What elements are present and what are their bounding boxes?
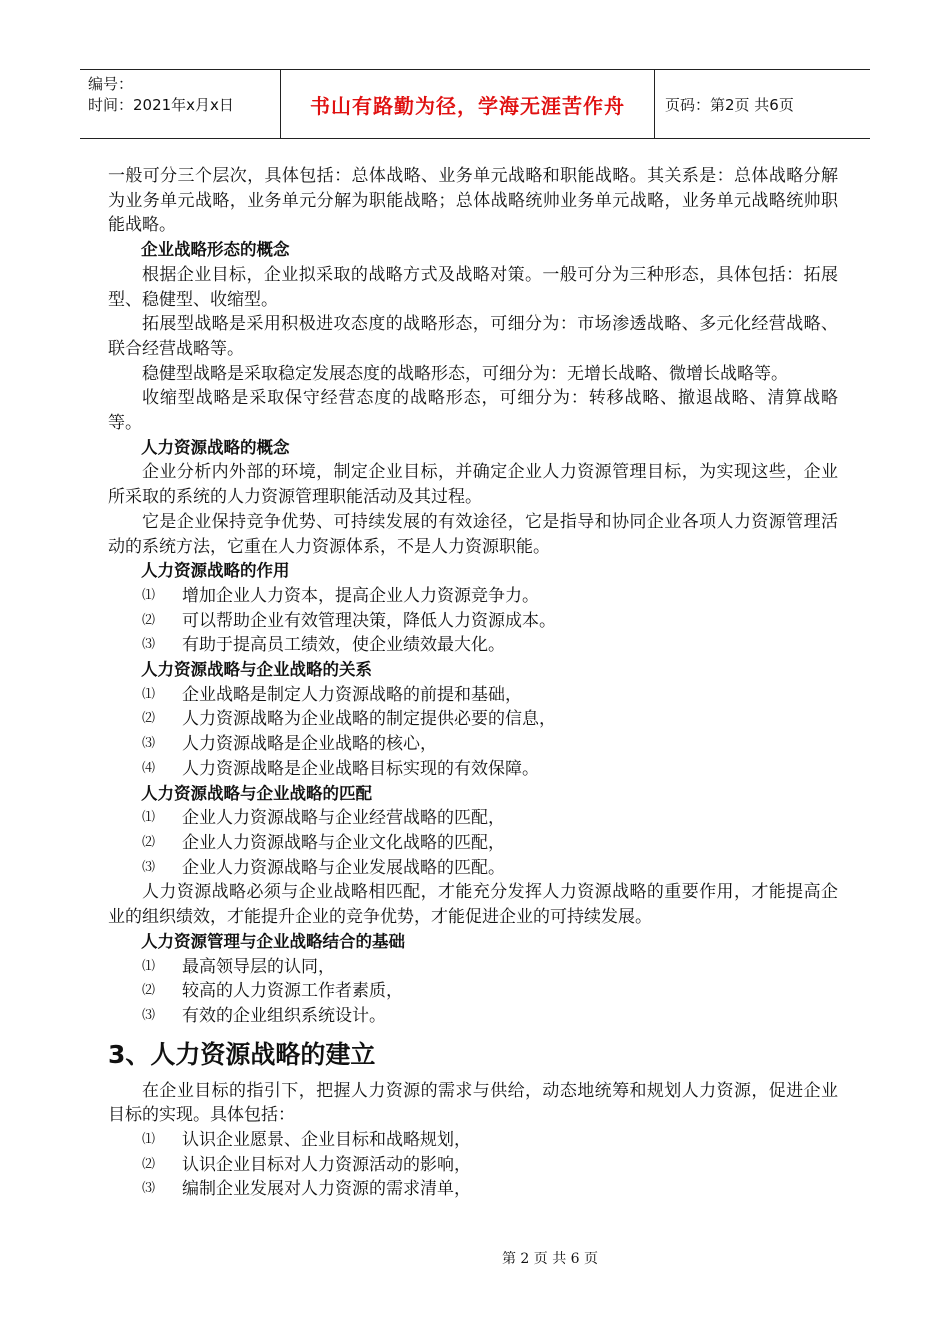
list-item — [108, 584, 838, 609]
subsection-heading: 人力资源战略与企业战略的关系 — [141, 660, 372, 680]
paragraph: 企业分析内外部的环境，制定企业目标，并确定企业人力资源管理目标，为实现这些，企业所采取的系统的人力资源管理职能活动及其过程。 — [108, 462, 838, 508]
list-item — [108, 757, 838, 782]
list-item-text: 人力资源战略是企业战略的核心， — [182, 734, 437, 755]
list-item — [108, 1004, 838, 1029]
header-motto: 书山有路勤为径，学海无涯苦作舟 — [281, 70, 655, 138]
list-item-number: ⑵ — [142, 834, 156, 850]
list-item-text: 人力资源战略是企业战略目标实现的有效保障。 — [182, 758, 539, 779]
list-item-number: ⑴ — [142, 958, 156, 974]
list-item-text: 企业战略是制定人力资源战略的前提和基础， — [182, 684, 522, 705]
list-item-number: ⑵ — [142, 711, 156, 727]
list-item — [108, 1153, 838, 1178]
header-left-cell — [80, 70, 281, 138]
list-item-number: ⑴ — [142, 686, 156, 702]
document-body — [108, 164, 838, 1202]
list-item — [108, 856, 838, 881]
paragraph: 根据企业目标，企业拟采取的战略方式及战略对策。一般可分为三种形态，具体包括：拓展型、稳健型、收缩型。 — [108, 264, 838, 310]
list-item-text: 企业人力资源战略与企业发展战略的匹配。 — [182, 857, 505, 878]
list-item — [108, 732, 838, 757]
subsection-heading: 人力资源战略的作用 — [141, 561, 290, 581]
list-item-text: 企业人力资源战略与企业经营战略的匹配， — [182, 808, 505, 829]
list-item-number: ⑶ — [142, 1181, 156, 1197]
subsection-heading: 人力资源战略的概念 — [141, 437, 290, 457]
list-item-text: 增加企业人力资本，提高企业人力资源竞争力。 — [182, 585, 539, 606]
list-item — [108, 707, 838, 732]
subsection-heading: 人力资源管理与企业战略结合的基础 — [141, 931, 405, 951]
section-title: 3、人力资源战略的建立 — [108, 1039, 376, 1069]
list-item-text: 认识企业愿景、企业目标和战略规划， — [182, 1130, 471, 1151]
list-item-text: 较高的人力资源工作者素质， — [182, 981, 403, 1002]
list-item-number: ⑴ — [142, 1132, 156, 1148]
list-item-number: ⑵ — [142, 612, 156, 628]
header-page-code: 页码：第2页 共6页 — [665, 95, 794, 114]
list-item-text: 认识企业目标对人力资源活动的影响， — [182, 1154, 471, 1175]
list-item — [108, 955, 838, 980]
subsection-heading: 人力资源战略与企业战略的匹配 — [141, 783, 372, 803]
number-label: 编号： — [88, 75, 134, 93]
time-label: 时间：2021年x月x日 — [88, 96, 234, 114]
paragraph: 拓展型战略是采用积极进攻态度的战略形态，可细分为：市场渗透战略、多元化经营战略、联合经营战略等。 — [108, 314, 838, 359]
list-item — [108, 1177, 838, 1202]
list-item — [108, 806, 838, 831]
list-item-text: 企业人力资源战略与企业文化战略的匹配， — [182, 832, 505, 853]
paragraph: 它是企业保持竞争优势、可持续发展的有效途径，它是指导和协同企业各项人力资源管理活动的系统方法，它重在人力资源体系，不是人力资源职能。 — [108, 511, 838, 557]
paragraph: 稳健型战略是采取稳定发展态度的战略形态，可细分为：无增长战略、微增长战略等。 — [142, 363, 788, 384]
list-item-number: ⑶ — [142, 736, 156, 752]
subsection-heading: 企业战略形态的概念 — [141, 240, 290, 260]
list-item-text: 有效的企业组织系统设计。 — [182, 1005, 386, 1026]
page-footer: 第 2 页 共 6 页 — [501, 1251, 599, 1267]
list-item-number: ⑵ — [142, 983, 156, 999]
list-item-number: ⑷ — [142, 760, 156, 776]
list-item — [108, 979, 838, 1004]
list-item-number: ⑴ — [142, 810, 156, 826]
list-item-number: ⑵ — [142, 1156, 156, 1172]
list-item-text: 最高领导层的认同， — [182, 956, 335, 977]
list-item — [108, 683, 838, 708]
paragraph: 收缩型战略是采取保守经营态度的战略形态，可细分为：转移战略、撤退战略、清算战略等。 — [108, 388, 838, 434]
page-header — [80, 69, 870, 139]
list-item-number: ⑶ — [142, 859, 156, 875]
list-item-text: 人力资源战略为企业战略的制定提供必要的信息， — [182, 709, 556, 730]
paragraph: 一般可分三个层次，具体包括：总体战略、业务单元战略和职能战略。其关系是：总体战略分解为业务单元战略，业务单元分解为职能战略；总体战略统帅业务单元战略，业务单元战略统帅职能战略。 — [108, 166, 838, 236]
list-item-number: ⑴ — [142, 587, 156, 603]
list-item-text: 有助于提高员工绩效，使企业绩效最大化。 — [182, 635, 505, 656]
list-item-text: 编制企业发展对人力资源的需求清单， — [182, 1179, 471, 1200]
paragraph: 在企业目标的指引下，把握人力资源的需求与供给，动态地统筹和规划人力资源，促进企业目标的实现。具体包括： — [108, 1080, 838, 1126]
list-item — [108, 831, 838, 856]
list-item — [108, 633, 838, 658]
list-item — [108, 1128, 838, 1153]
paragraph: 人力资源战略必须与企业战略相匹配，才能充分发挥人力资源战略的重要作用，才能提高企业的组织绩效，才能提升企业的竞争优势，才能促进企业的可持续发展。 — [108, 882, 838, 928]
list-item-number: ⑶ — [142, 1007, 156, 1023]
list-item — [108, 609, 838, 634]
list-item-number: ⑶ — [142, 637, 156, 653]
list-item-text: 可以帮助企业有效管理决策，降低人力资源成本。 — [182, 610, 556, 631]
